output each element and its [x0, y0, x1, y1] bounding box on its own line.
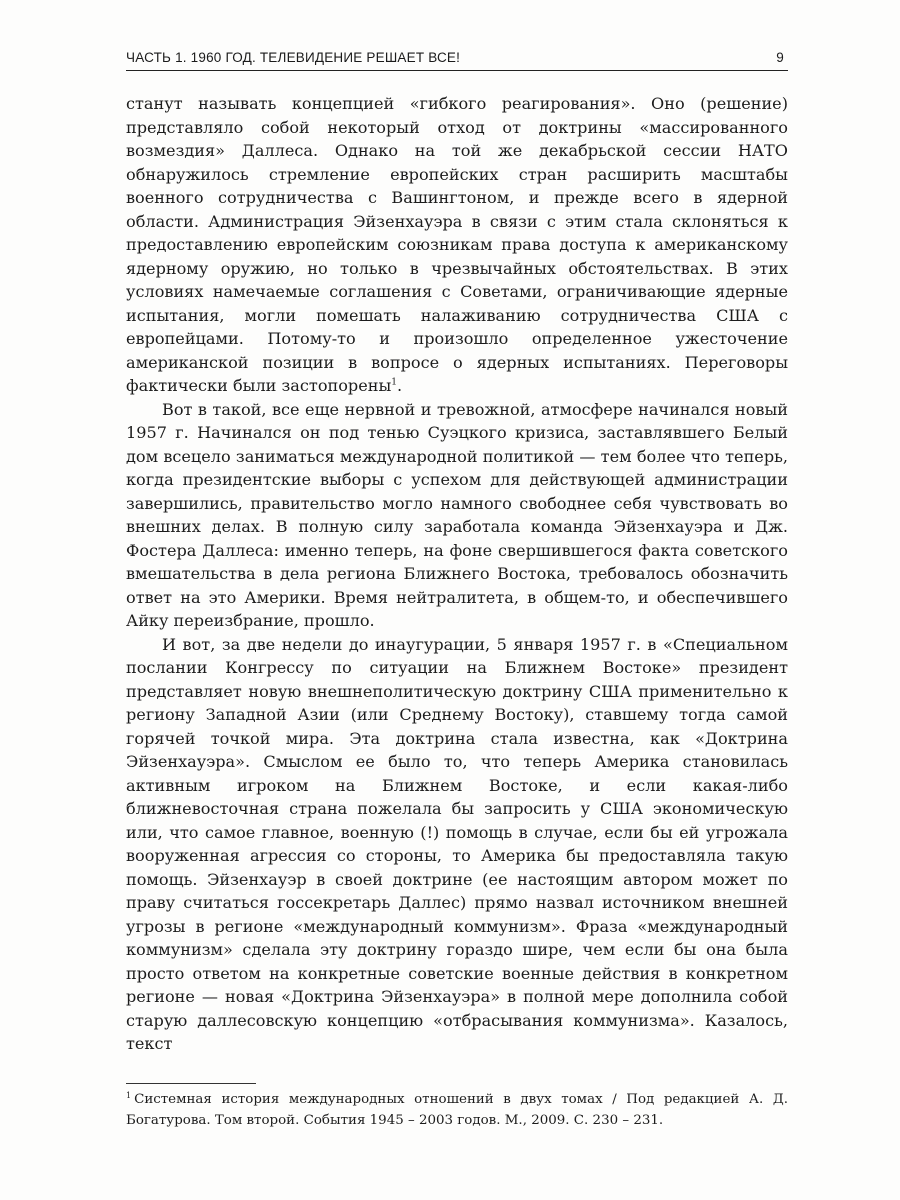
paragraph-2: Вот в такой, все еще нервной и тревожной, атмосфере начинался новый 1957 г. Начинался он под тенью Суэцкого кризиса, заставлявшего Белый дом всецело заниматься международной политикой — тем более что теперь, когда президентские выборы с успехом для действующей администрации завершились, правительство могло намного свободнее себя чувствовать во внешних делах. В полную силу заработала команда Эйзенхауэра и Дж. Фостера Даллеса: именно теперь, на фоне свершившегося факта советского вмешательства в дела региона Ближнего Востока, требовалось обозначить ответ на это Америки. Время нейтралитета, в общем-то, и обеспечившего Айку переизбрание, прошло.	[126, 399, 788, 630]
footnote-marker: 1	[126, 1090, 132, 1100]
paragraph-3: И вот, за две недели до инаугурации, 5 января 1957 г. в «Специальном послании Конгрессу по ситуации на Ближнем Востоке» президент представляет новую внешнеполитическую доктрину США применительно к региону Западной Азии (или Среднему Востоку), ставшему тогда самой горячей точкой мира. Эта доктрина стала известна, как «Доктрина Эйзенхауэра». Смыслом ее было то, что теперь Америка становилась активным игроком на Ближнем Востоке, и если какая-либо ближневосточная страна пожелала бы запросить у США экономическую или, что самое главное, военную (!) помощь в случае, если бы ей угрожала вооруженная агрессия со стороны, то Америка бы предоставляла такую помощь. Эйзенхауэр в своей доктрине (ее настоящим автором может по праву считаться госсекретарь Даллес) прямо назвал источником внешней угрозы в регионе «международный коммунизм». Фраза «международный коммунизм» сделала эту доктрину гораздо шире, чем если бы она была просто ответом на конкретные советские военные действия в конкретном регионе — новая «Доктрина Эйзенхауэра» в полной мере дополнила собой старую даллесовскую концепцию «отбрасывания коммунизма». Казалось, текст	[126, 634, 788, 1053]
footnote-text: Системная история международных отношений в двух томах / Под редакцией А. Д. Богатурова. Том второй. События 1945 – 2003 годов. М., 2009. С. 230 – 231.	[126, 1092, 788, 1128]
running-header	[126, 46, 788, 71]
footnote-reference: 1	[391, 377, 398, 388]
running-header-title: ЧАСТЬ 1. 1960 ГОД. ТЕЛЕВИДЕНИЕ РЕШАЕТ ВСЕ!	[126, 50, 461, 65]
paragraph-1-end: .	[397, 376, 403, 395]
main-text	[126, 92, 788, 1056]
paragraph-1	[126, 92, 788, 398]
paragraph-1-text: станут называть концепцией «гибкого реагирования». Оно (решение) представляло собой некоторый отход от доктрины «массированного возмездия» Даллеса. Однако на той же декабрьской сессии НАТО обнаружилось стремление европейских стран расширить масштабы военного сотрудничества с Вашингтоном, и прежде всего в ядерной области. Администрация Эйзенхауэра в связи с этим стала склоняться к предоставлению европейским союзникам права доступа к американскому ядерному оружию, но только в чрезвычайных обстоятельствах. В этих условиях намечаемые соглашения с Советами, ограничивающие ядерные испытания, могли помешать налаживанию сотрудничества США с европейцами. Потому-то и произошло определенное ужесточение американской позиции в вопросе о ядерных испытаниях. Переговоры фактически были застопорены	[126, 94, 788, 395]
page-number: 9	[776, 50, 784, 65]
footnote-divider	[126, 1083, 256, 1084]
footnote	[126, 1089, 788, 1131]
